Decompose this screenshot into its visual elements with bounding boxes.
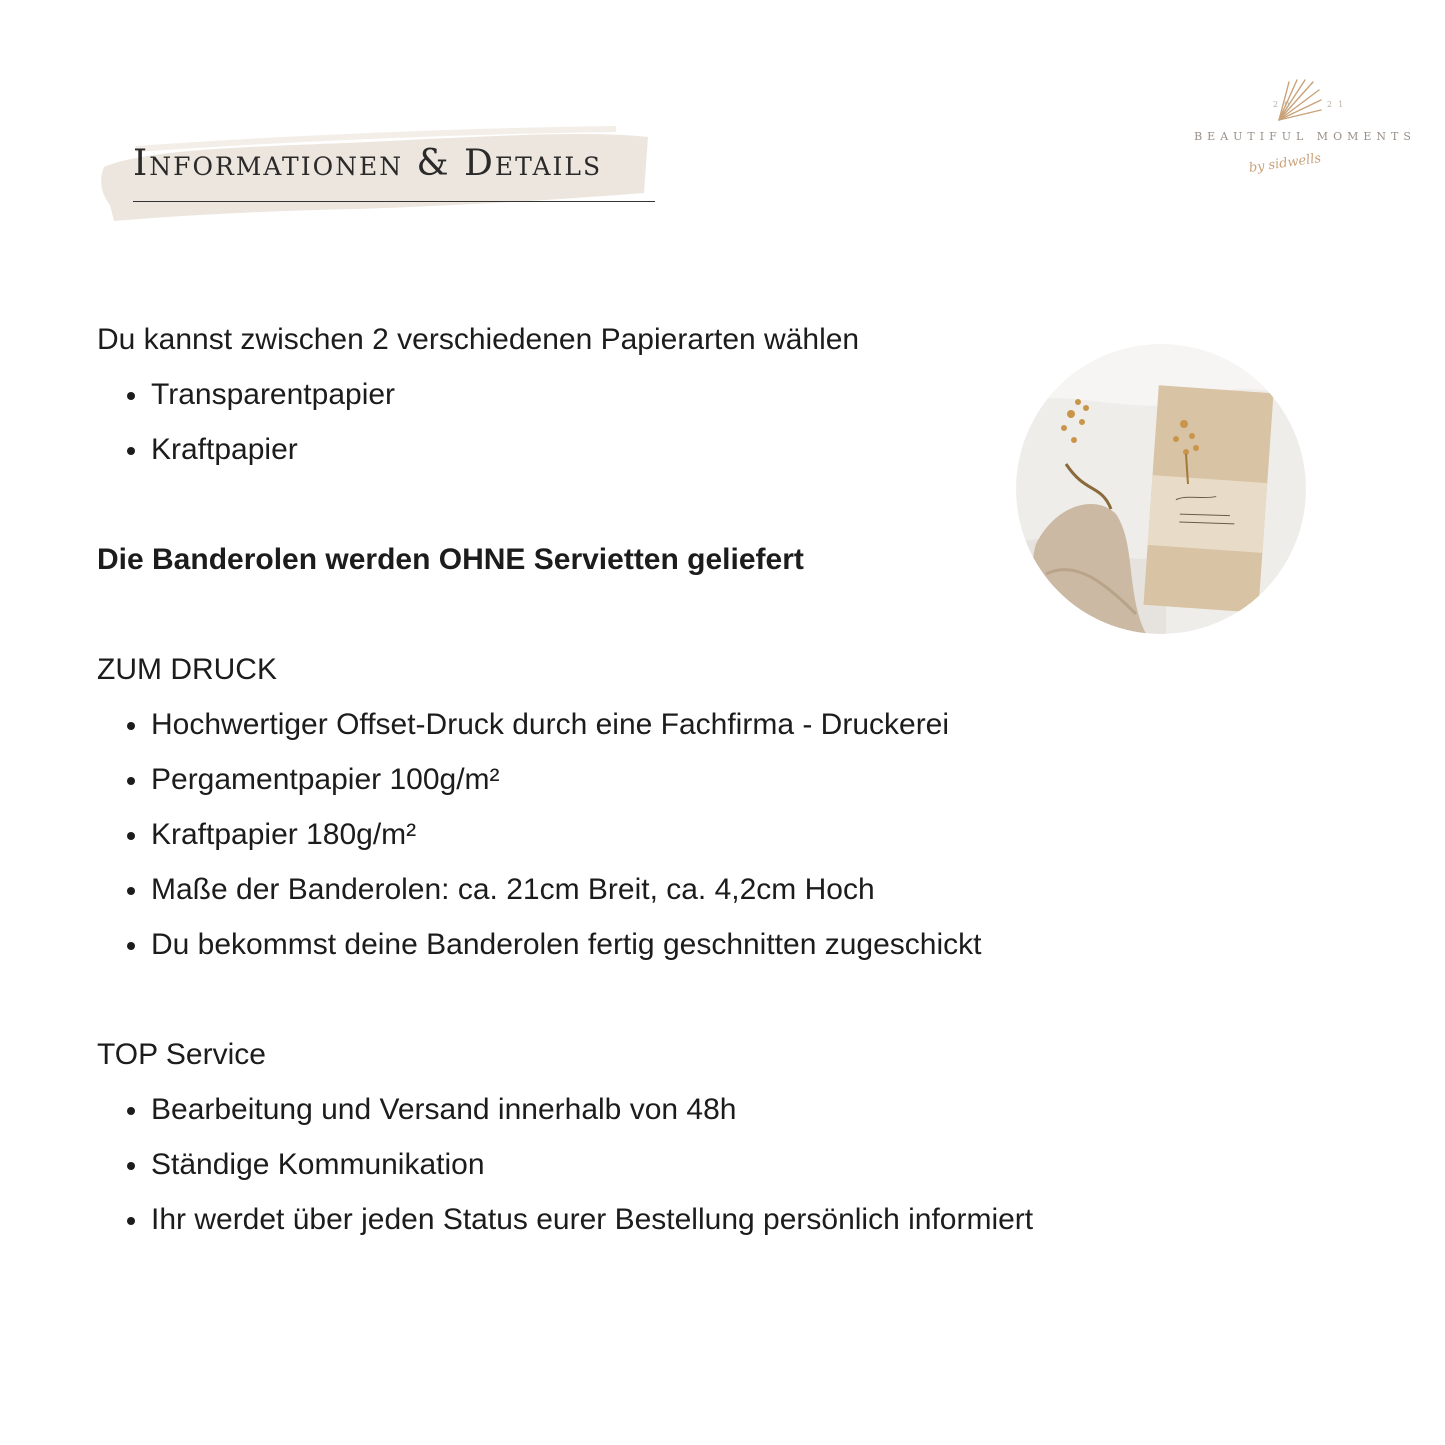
product-photo	[1016, 344, 1306, 634]
list-item: Kraftpapier 180g/m²	[97, 813, 1297, 868]
print-list	[97, 703, 1297, 978]
list-item: Du bekommst deine Banderolen fertig geschnitten zugeschickt	[97, 923, 1297, 978]
logo-year-right: 21	[1327, 100, 1350, 109]
bullet-icon	[127, 392, 135, 400]
brand-logo	[1185, 78, 1425, 188]
service-heading: TOP Service	[97, 1038, 266, 1071]
list-item: Pergamentpapier 100g/m²	[97, 758, 1297, 813]
service-list	[97, 1088, 1297, 1253]
paper-heading: Du kannst zwischen 2 verschiedenen Papierarten wählen	[97, 323, 860, 356]
napkin-band	[1148, 475, 1268, 553]
print-heading: ZUM DRUCK	[97, 653, 277, 686]
logo-year-left: 20	[1273, 100, 1296, 109]
no-napkins-notice: Die Banderolen werden OHNE Servietten geliefert	[97, 543, 804, 576]
list-item: Hochwertiger Offset-Druck durch eine Fachfirma - Druckerei	[97, 703, 1297, 758]
bullet-icon	[127, 1107, 135, 1115]
bullet-icon	[127, 777, 135, 785]
list-item: Maße der Banderolen: ca. 21cm Breit, ca. 4,2cm Hoch	[97, 868, 1297, 923]
bullet-icon	[127, 722, 135, 730]
list-item: Transparentpapier	[97, 373, 1297, 428]
page-title: Informationen & Details	[133, 143, 603, 184]
bullet-icon	[127, 832, 135, 840]
list-item: Ständige Kommunikation	[97, 1143, 1297, 1198]
bullet-icon	[127, 887, 135, 895]
list-item: Kraftpapier	[97, 428, 1297, 483]
title-underline	[133, 201, 655, 202]
list-item: Ihr werdet über jeden Status eurer Bestellung persönlich informiert	[97, 1198, 1297, 1253]
list-item: Bearbeitung und Versand innerhalb von 48h	[97, 1088, 1297, 1143]
bullet-icon	[127, 447, 135, 455]
logo-brand-name: BEAUTIFUL MOMENTS	[1194, 130, 1416, 143]
logo-signature: by sidwells	[1247, 151, 1323, 176]
bullet-icon	[127, 942, 135, 950]
bullet-icon	[127, 1217, 135, 1225]
bullet-icon	[127, 1162, 135, 1170]
